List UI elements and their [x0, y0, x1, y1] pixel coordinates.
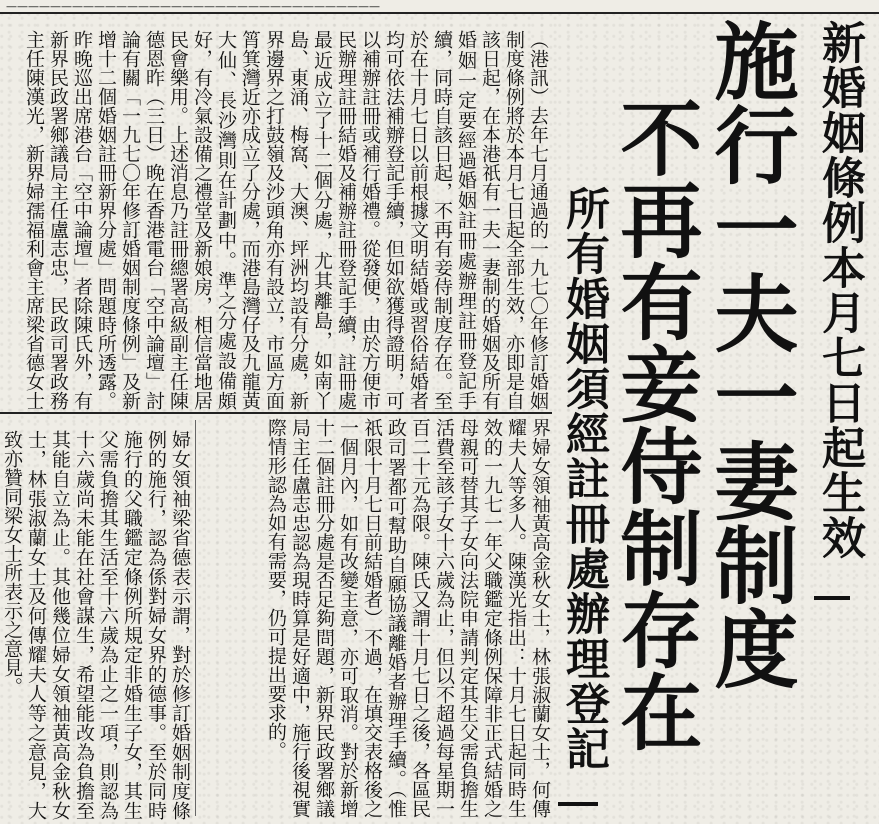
- kicker-rule: [814, 596, 850, 600]
- column-divider: [195, 420, 196, 816]
- headline-sub: 所有婚姻須經註冊處辦理登記: [558, 186, 609, 771]
- article-body-bottom-left: 婦女領袖梁省德表示謂，對於修訂婚姻制度條例的施行，認為係對婦女界的德事。至於同時施行的父職鑑定條例所規定非婚生子女，其生父需負擔其生活至十六歲為止之一項，則認為十六歲尚未能在社會謀生，希望能改為負擔至其能自立為止。其他幾位婦女領袖黃高金秋女士，林張淑蘭女士及何傳耀夫人等之意見，大致亦贊同梁女士所表示之意見。: [1, 430, 191, 820]
- masthead-strip: ——————————————————————————————————: [0, 0, 879, 14]
- headline-kicker: 新婚姻條例本月七日起生效: [814, 20, 865, 560]
- headline-main-line1: 施行一夫一妻制度: [701, 18, 799, 690]
- article-body-bottom: 界婦女領袖黃高金秋女士，林張淑蘭女士，何傳耀夫人等多人。陳漢光指出：十月七日起同時生效的一九七一年父職鑑定條例保障非正式結婚之母親可替其子女向法院申請判定其生父需負擔生活費至該子女十六歲為止，但以不超過每星期一百二十元為限。陳氏又謂十月七日之後，各區民政司署都可幫助自願協議離婚者辦理手續。（惟祇限十月七日前結婚者）不過，在填交表格後之一個月內，如有改變主意，亦可取消。對於新增十二個註冊分處是否足夠問題，新界民政署鄉議局主任盧志忠認為現時算是好適中，施行後視實際情形認為如有需要，仍可提出要求的。: [265, 418, 551, 818]
- section-divider: [0, 412, 552, 414]
- article-body-top: （港訊）去年七月通過的一九七〇年修訂婚姻制度條例將於本月七日起全部生效，亦即是自該日起，在本港祇有一夫一妻制的婚姻及所有婚姻一定要經過婚姻註冊處辦理註冊登記手續，同時自該日起，不再有妾侍制度存在。至於在十月七日以前根據文明結婚或習俗結婚者均可依法補辦登記手續，但如欲獲得證明，可以補辦註冊或補行婚禮。從發便，由於方便市民辦理註冊結婚及補辦註冊登記手續，註冊處最近成立了十二個分處，尤其離島，如南丫島、東涌、梅窩、大澳、坪洲均設有分處，新界邊界之打鼓嶺及沙頭角亦有設立，市區方面筲箕灣近亦成立了分處，而港島灣仔及九龍黃大仙、長沙灣則在計劃中。準之分處設備頗好，有冷氣設備之禮堂及新娘房，相信當地居民會樂用。上述消息乃註冊總署高級副主任陳德恩昨（三日）晚在香港電台「空中論壇」討論有關「一九七〇年修訂婚姻制度條例」及新增十二個婚姻註冊新界分處」問題時所透露。昨晚巡出席港台「空中論壇」者除陳氏外，有新界民政署鄉議局主任盧志忠，民政司署政務主任陳漢光，新界婦孺福利會主席梁省德女士: [23, 30, 549, 410]
- sub-rule: [558, 802, 598, 806]
- headline-main-line2: 不再有妾侍制存在: [607, 96, 702, 752]
